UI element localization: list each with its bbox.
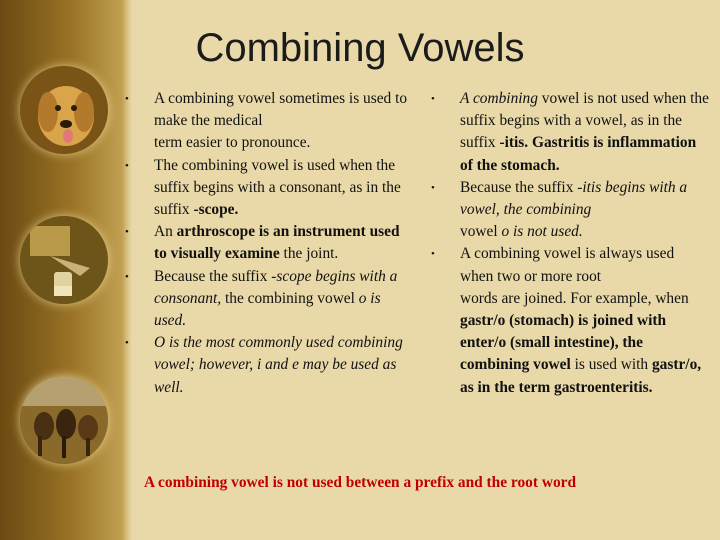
- right-bullet-3-text-c: gastr/o (stomach) is joined with enter/o (small intestine), the combining vowel: [460, 312, 667, 374]
- left-bullet-5-text-e: may be used as well.: [154, 356, 397, 396]
- left-bullet-3-text-b: arthroscope is an instrument used to visually examine: [154, 223, 400, 263]
- left-bullet-list: [154, 88, 412, 399]
- dog-photo: [20, 66, 108, 154]
- left-bullet-5-text-a: O is the most commonly used combining vowel; however,: [154, 334, 403, 374]
- left-bullet-2-text-b: -scope.: [193, 201, 239, 219]
- right-bullet-2-text-c: vowel: [460, 223, 502, 241]
- right-bullet-2-text-b: -itis begins with a vowel, the combining: [460, 178, 688, 219]
- right-bullet-1-text-a: A combining: [460, 90, 538, 107]
- footer-note: A combining vowel is not used between a prefix and the root word: [143, 474, 577, 491]
- left-bullet-2: [154, 155, 412, 222]
- left-bullet-4-text-b: -scope begins with a consonant,: [154, 267, 398, 307]
- cattle-photo: [20, 376, 108, 464]
- left-bullet-5-text-b: i: [257, 356, 262, 374]
- left-bullet-3-text-a: An: [154, 223, 177, 241]
- right-bullet-3-text-a: A combining vowel is always used when two or more root: [460, 245, 675, 285]
- right-bullet-3-text-e: gastr/o, as in the term gastroenteritis.: [460, 356, 702, 396]
- left-bullet-4-text-d: o is used.: [154, 289, 381, 330]
- left-bullet-1: [154, 88, 412, 155]
- right-bullet-3: [460, 243, 710, 398]
- right-bullet-3-text-d: is used with: [570, 356, 652, 374]
- left-bullet-5: [154, 332, 412, 399]
- right-bullet-2-text-a: Because the suffix: [460, 178, 578, 196]
- slide-title: Combining Vowels: [195, 26, 525, 70]
- left-bullet-1-text-a: A combining vowel sometimes is used to make the medical: [154, 90, 408, 130]
- right-bullet-3-text-b: words are joined. For example, when: [460, 289, 689, 307]
- left-bullet-3-text-c: the joint.: [279, 245, 339, 263]
- left-bullet-5-text-d: e: [292, 356, 299, 374]
- right-bullet-2: [460, 177, 710, 244]
- right-bullet-list: [460, 88, 710, 399]
- right-bullet-1-text-b: vowel is not used when the suffix begins with a vowel, as in the suffix: [460, 90, 709, 152]
- right-bullet-2-text-d: o is not used.: [501, 223, 583, 241]
- lab-glass-photo: [20, 216, 108, 304]
- left-bullet-4-text-c: the combining vowel: [221, 289, 359, 307]
- left-bullet-3: [154, 221, 412, 265]
- left-bullet-2-text-a: The combining vowel is used when the suffix begins with a consonant, as in the suffix: [154, 156, 401, 219]
- left-bullet-4: [154, 266, 412, 333]
- left-bullet-1-text-b: term easier to pronounce.: [154, 134, 311, 152]
- right-bullet-1: [460, 88, 710, 177]
- left-bullet-5-text-c: and: [261, 356, 293, 374]
- right-bullet-1-text-d: -itis. Gastritis is inflammation of the stomach.: [460, 134, 697, 174]
- left-bullet-4-text-a: Because the suffix: [154, 267, 272, 285]
